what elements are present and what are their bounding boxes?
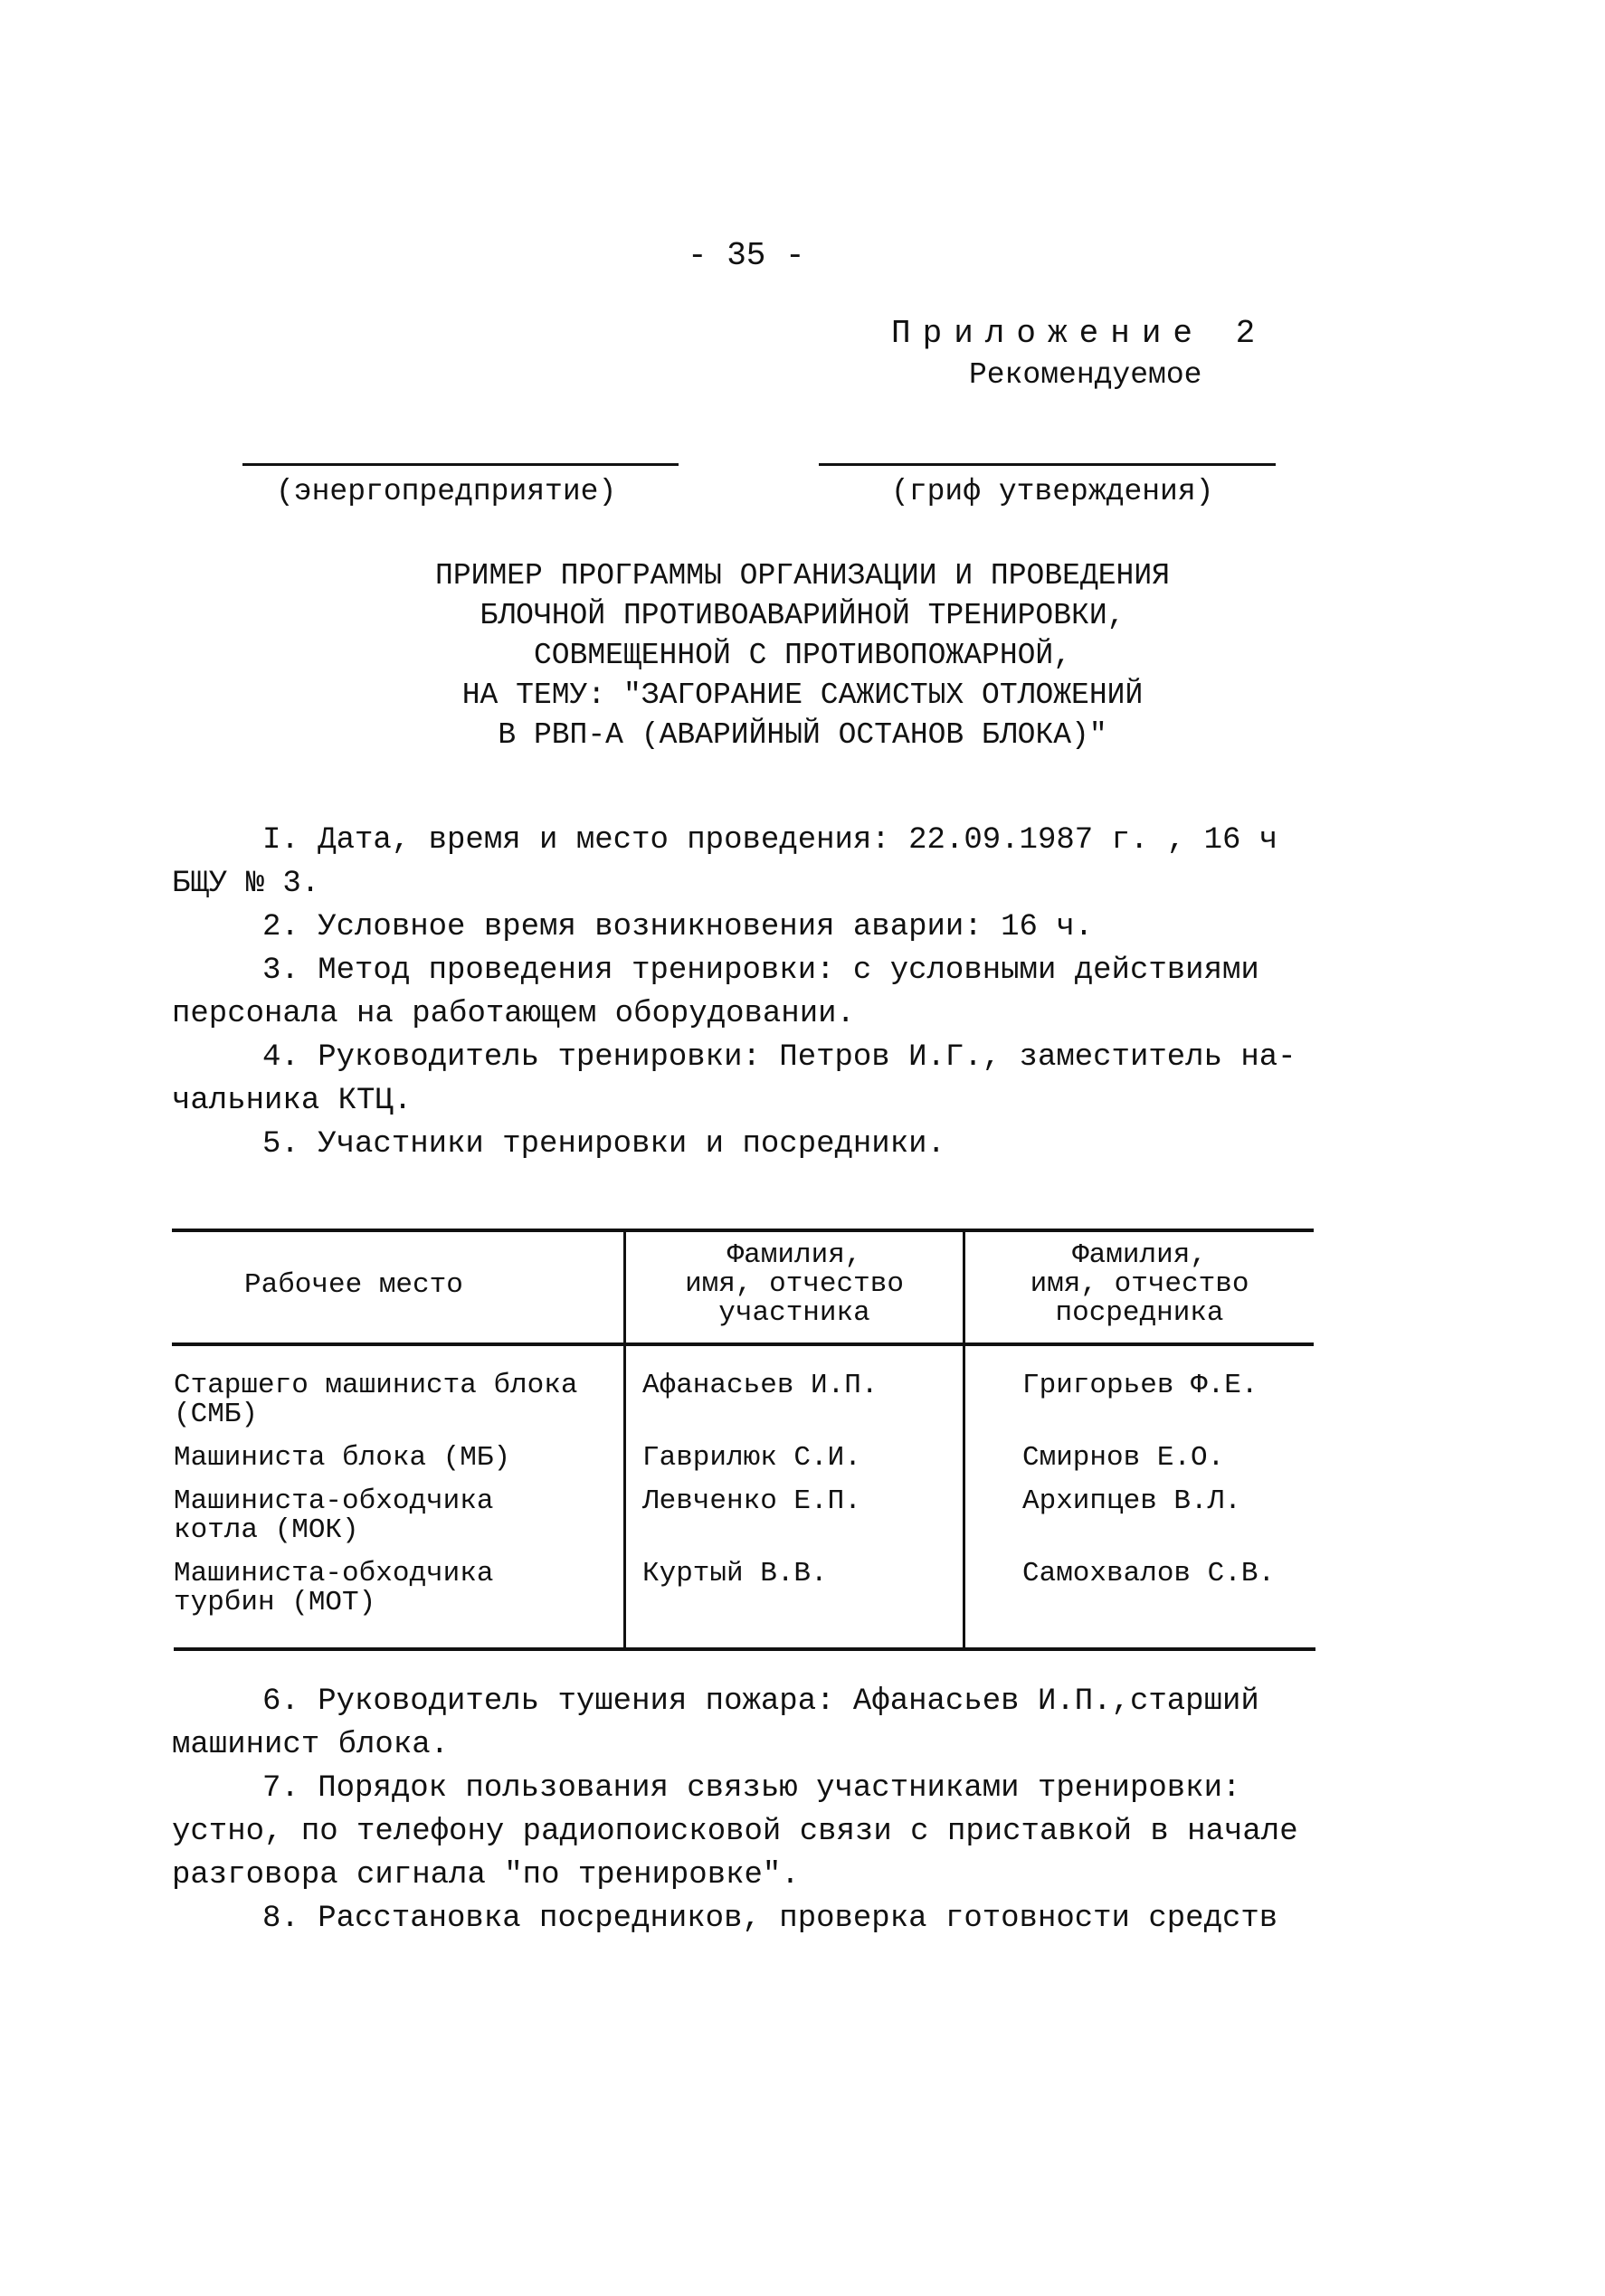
- paragraph-line: 6. Руководитель тушения пожара: Афанасьев И.П.,старший: [262, 1684, 1259, 1719]
- table-cell-participant: Куртый В.В.: [642, 1558, 828, 1589]
- title-line: БЛОЧНОЙ ПРОТИВОАВАРИЙНОЙ ТРЕНИРОВКИ,: [480, 599, 1125, 632]
- approval-caption: (гриф утверждения): [891, 475, 1214, 508]
- table-cell-workplace: Машиниста-обходчика турбин (МОТ): [174, 1558, 494, 1618]
- title-line: ПРИМЕР ПРОГРАММЫ ОРГАНИЗАЦИИ И ПРОВЕДЕНИЯ: [435, 559, 1170, 593]
- paragraph-line: 8. Расстановка посредников, проверка готовности средств: [262, 1902, 1278, 1936]
- organization-caption: (энергопредприятие): [276, 475, 617, 508]
- document-title: [0, 556, 1605, 755]
- paragraph-line: устно, по телефону радиопоисковой связи с приставкой в начале: [172, 1815, 1298, 1849]
- title-line: СОВМЕЩЕННОЙ С ПРОТИВОПОЖАРНОЙ,: [533, 639, 1072, 672]
- organization-signature-line: [242, 463, 679, 466]
- paragraph-line: чальника КТЦ.: [172, 1084, 413, 1118]
- table-bottom-rule: [174, 1647, 1315, 1651]
- appendix-label: Приложение 2: [891, 315, 1268, 352]
- paragraph-line: разговора сигнала "по тренировке".: [172, 1858, 800, 1893]
- page-number: - 35 -: [688, 237, 805, 274]
- title-line: В РВП-А (АВАРИЙНЫЙ ОСТАНОВ БЛОКА)": [498, 718, 1107, 752]
- paragraph-line: 5. Участники тренировки и посредники.: [262, 1127, 945, 1162]
- table-cell-participant: Гаврилюк С.И.: [642, 1442, 861, 1474]
- table-top-rule: [172, 1229, 1314, 1232]
- paragraph-line: 4. Руководитель тренировки: Петров И.Г., заместитель на-: [262, 1040, 1296, 1075]
- appendix-note: Рекомендуемое: [969, 358, 1202, 392]
- column-header-mediator: Фамилия, имя, отчество посредника: [1030, 1239, 1249, 1329]
- title-line: НА ТЕМУ: "ЗАГОРАНИЕ САЖИСТЫХ ОТЛОЖЕНИЙ: [461, 678, 1144, 712]
- column-header-workplace: Рабочее место: [244, 1269, 463, 1301]
- column-header-participant: Фамилия, имя, отчество участника: [685, 1239, 904, 1329]
- paragraph-line: БЩУ № 3.: [172, 867, 320, 901]
- paragraph-line: персонала на работающем оборудовании.: [172, 997, 855, 1031]
- approval-signature-line: [819, 463, 1276, 466]
- table-cell-participant: Афанасьев И.П.: [642, 1370, 878, 1401]
- table-cell-mediator: Архипцев В.Л.: [1022, 1485, 1241, 1517]
- table-cell-workplace: Машиниста блока (МБ): [174, 1442, 511, 1474]
- table-cell-workplace: Машиниста-обходчика котла (МОК): [174, 1485, 494, 1546]
- table-cell-mediator: Самохвалов С.В.: [1022, 1558, 1276, 1589]
- table-cell-participant: Левченко Е.П.: [642, 1485, 861, 1517]
- table-cell-mediator: Смирнов Е.О.: [1022, 1442, 1225, 1474]
- table-cell-mediator: Григорьев Ф.Е.: [1022, 1370, 1258, 1401]
- paragraph-line: машинист блока.: [172, 1728, 450, 1762]
- paragraph-line: I. Дата, время и место проведения: 22.09.1987 г. , 16 ч: [262, 823, 1278, 858]
- table-header-rule: [172, 1342, 1314, 1346]
- paragraph-line: 3. Метод проведения тренировки: с условными действиями: [262, 954, 1259, 988]
- paragraph-line: 2. Условное время возникновения аварии: 16 ч.: [262, 910, 1094, 944]
- table-cell-workplace: Старшего машиниста блока (СМБ): [174, 1370, 578, 1430]
- paragraph-line: 7. Порядок пользования связью участниками тренировки:: [262, 1771, 1241, 1806]
